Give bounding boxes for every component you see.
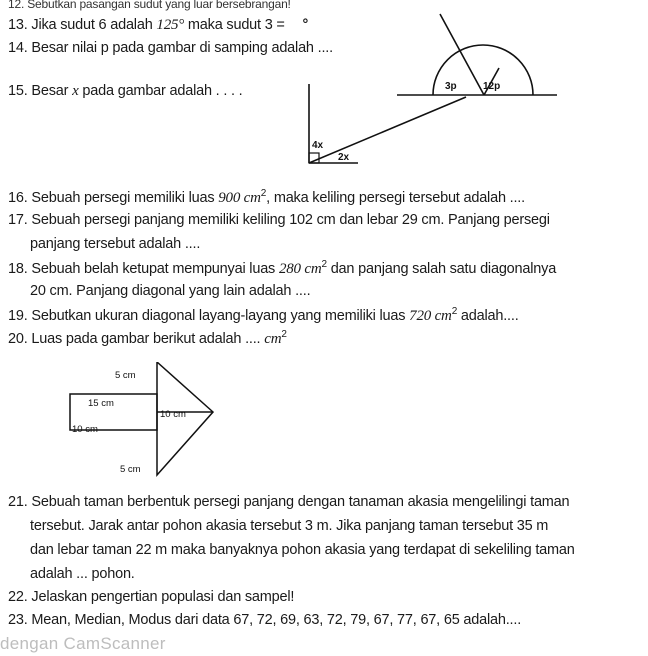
camscanner-watermark: dengan CamScanner [0, 634, 166, 653]
question-22 [8, 589, 294, 605]
variable-x: x [72, 83, 79, 99]
question-text: dan panjang salah satu diagonalnya [326, 260, 557, 277]
question-23 [8, 612, 521, 628]
question-13 [8, 17, 308, 34]
question-12 [8, 0, 291, 11]
question-text: Sebuah persegi panjang memiliki keliling 102 cm dan lebar 29 cm. Panjang persegi [31, 212, 550, 228]
question-12-text: 12. Sebutkan pasangan sudut yang luar bersebrangan! [8, 0, 291, 11]
question-16 [8, 188, 525, 207]
question-text: maka sudut 3 = [184, 17, 285, 33]
question-text: Mean, Median, Modus dari data 67, 72, 69, 63, 72, 79, 67, 77, 67, 65 adalah.... [31, 612, 522, 628]
question-number: 14. [8, 40, 28, 56]
label-3p: 3p [445, 81, 457, 92]
question-14 [8, 40, 333, 56]
question-text: 20 cm. Panjang diagonal yang lain adalah .... [30, 283, 311, 299]
question-number: 17. [8, 212, 28, 228]
question-21-cont1 [30, 518, 548, 534]
area-value: 900 cm [218, 189, 261, 206]
area-value: 720 cm [409, 307, 452, 324]
question-number: 23. [8, 612, 28, 628]
question-text: Besar nilai p pada gambar di samping adalah .... [31, 40, 333, 56]
superscript: 2 [260, 188, 267, 199]
superscript: 2 [321, 259, 327, 270]
question-text: Besar [31, 83, 73, 99]
question-19 [8, 306, 519, 325]
question-text: dan lebar taman 22 m maka banyaknya pohon akasia yang terdapat di sekeliling taman [30, 542, 575, 558]
composite-shape-figure [60, 362, 240, 487]
question-number: 19. [8, 307, 28, 324]
angle-figure [300, 80, 470, 170]
label-12p: 12p [483, 81, 501, 92]
question-21 [8, 494, 569, 510]
question-number: 15. [8, 83, 28, 99]
label-top: 5 cm [115, 370, 136, 381]
question-text: Jika sudut 6 adalah [31, 17, 157, 33]
question-21-cont2 [30, 542, 575, 558]
question-text: pada gambar adalah . . . . [78, 83, 243, 99]
question-text: Sebuah persegi memiliki luas [31, 189, 219, 206]
question-text: panjang tersebut adalah .... [30, 236, 201, 252]
question-17 [8, 212, 550, 228]
question-text: Sebutkan ukuran diagonal layang-layang yang memiliki luas [31, 307, 410, 324]
question-17-cont [30, 236, 200, 252]
question-number: 16. [8, 189, 28, 206]
unit: cm [264, 330, 282, 347]
question-18 [8, 259, 556, 278]
label-2x: 2x [338, 152, 350, 163]
question-text: Luas pada gambar berikut adalah .... [31, 330, 265, 347]
question-text: adalah.... [457, 307, 519, 324]
question-text: Sebuah belah ketupat mempunyai luas [31, 260, 279, 277]
label-triangle: 10 cm [160, 409, 186, 420]
degree-symbol: ° [302, 17, 309, 33]
question-number: 21. [8, 494, 28, 510]
question-number: 13. [8, 17, 28, 33]
question-number: 18. [8, 260, 28, 277]
superscript: 2 [281, 329, 287, 340]
label-bottom: 5 cm [120, 464, 141, 475]
superscript: 2 [451, 306, 458, 317]
question-number: 22. [8, 589, 28, 605]
question-text: , maka keliling persegi tersebut adalah .... [266, 189, 525, 206]
question-text: adalah ... pohon. [30, 566, 135, 582]
label-4x: 4x [312, 140, 324, 151]
label-rect-height: 10 cm [72, 424, 98, 435]
question-number: 20. [8, 330, 28, 347]
label-rect-width: 15 cm [88, 398, 114, 409]
area-value: 280 cm [278, 260, 322, 277]
angle-value: 125° [156, 17, 185, 33]
question-15 [8, 83, 242, 100]
question-text: tersebut. Jarak antar pohon akasia tersebut 3 m. Jika panjang taman tersebut 35 m [30, 518, 549, 534]
question-text: Jelaskan pengertian populasi dan sampel! [31, 589, 295, 605]
question-18-cont [30, 283, 310, 299]
question-21-cont3 [30, 566, 135, 582]
question-20 [8, 329, 287, 348]
question-text: Sebuah taman berbentuk persegi panjang dengan tanaman akasia mengelilingi taman [31, 494, 570, 510]
